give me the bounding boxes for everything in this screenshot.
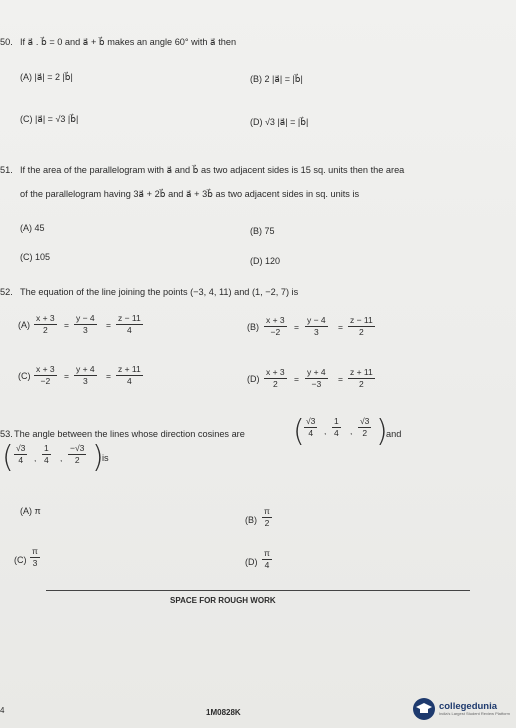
q53-v1-close-paren: )	[376, 414, 388, 449]
q53-option-c-label: (C)	[14, 555, 27, 565]
q51-line2: of the parallelogram having 3a⃗ + 2b⃗ and a⃗ + 3b⃗ as two adjacent sides in sq. units is	[20, 189, 360, 199]
q52-number: 52.	[0, 287, 13, 297]
rough-work-divider	[46, 590, 470, 591]
q52-b-frac-z: $\frac{z - 11}{2}$	[350, 315, 373, 337]
graduation-cap-icon	[413, 698, 435, 720]
q53-number: 53.	[0, 429, 13, 439]
q51-option-b: (B) 75	[250, 226, 275, 236]
q52-a-frac-z: $\frac{z - 11}{4}$	[118, 313, 141, 335]
q53-and: and	[386, 429, 402, 439]
q52-b-frac-y: $\frac{y - 4}{3}$	[307, 315, 326, 337]
q52-b-eq1: =	[294, 322, 299, 332]
q53-v1-comma2: ,	[350, 426, 353, 436]
q52-c-frac-x: $\frac{x + 3}{-2}$	[36, 364, 55, 386]
q53-option-b-frac: $\frac{\pi}{2}$	[264, 506, 270, 528]
q52-a-eq2: =	[106, 320, 111, 330]
q53-v2-comma1: ,	[34, 453, 37, 463]
collegedunia-watermark	[413, 698, 510, 720]
q53-v2-close-paren: )	[92, 440, 104, 475]
q52-option-d-label: (D)	[247, 374, 260, 384]
q53-v2-frac2: $\frac{1}{4}$	[44, 443, 49, 465]
q53-v1-frac1: $\frac{√3}{4}$	[306, 416, 316, 438]
q51-option-d: (D) 120	[250, 256, 281, 266]
q53-v2-frac3: $\frac{-√3}{2}$	[70, 443, 85, 465]
q52-option-b-label: (B)	[247, 322, 259, 332]
logo-tagline: India's Largest Student Review Platform	[438, 711, 510, 717]
q52-d-frac-z: $\frac{z + 11}{2}$	[350, 367, 373, 389]
q51-line1: If the area of the parallelogram with a⃗ and b⃗ as two adjacent sides is 15 sq. units then the area	[20, 165, 405, 175]
rough-work-label: SPACE FOR ROUGH WORK	[170, 596, 276, 605]
q53-v2-comma2: ,	[60, 453, 63, 463]
page-mark: 4	[0, 706, 5, 715]
q52-c-frac-z: $\frac{z + 11}{4}$	[118, 364, 141, 386]
logo-name: collegedunia	[438, 700, 498, 712]
q50-text: If a⃗ . b⃗ = 0 and a⃗ + b⃗ makes an angle 60° with a⃗ then	[20, 37, 237, 47]
q52-text: The equation of the line joining the points (−3, 4, 11) and (1, −2, 7) is	[20, 287, 299, 297]
q53-v1-open-paren: (	[293, 414, 305, 449]
booklet-code: 1M0828K	[206, 708, 241, 717]
q52-option-a-label: (A)	[18, 320, 30, 330]
q53-v1-frac3: $\frac{√3}{2}$	[360, 416, 370, 438]
q53-option-a: (A) π	[20, 506, 41, 516]
q50-option-d: (D) √3 |a⃗| = |b⃗|	[250, 117, 309, 127]
q52-d-frac-x: $\frac{x + 3}{2}$	[266, 367, 285, 389]
q52-d-eq1: =	[294, 374, 299, 384]
q50-option-c: (C) |a⃗| = √3 |b⃗|	[20, 114, 79, 124]
q51-option-c: (C) 105	[20, 252, 51, 262]
q52-d-frac-y: $\frac{y + 4}{-3}$	[307, 367, 326, 389]
q52-d-eq2: =	[338, 374, 343, 384]
q51-number: 51.	[0, 165, 13, 175]
q52-a-frac-y: $\frac{y - 4}{3}$	[76, 313, 95, 335]
q53-text: The angle between the lines whose direction cosines are	[14, 429, 245, 439]
q53-v1-comma1: ,	[324, 426, 327, 436]
q53-option-c-frac: $\frac{\pi}{3}$	[32, 546, 38, 568]
q52-b-eq2: =	[338, 322, 343, 332]
q52-c-eq1: =	[64, 371, 69, 381]
q50-number: 50.	[0, 37, 13, 47]
q53-v2-frac1: $\frac{√3}{4}$	[16, 443, 26, 465]
q53-v1-frac2: $\frac{1}{4}$	[334, 416, 339, 438]
q50-option-b: (B) 2 |a⃗| = |b⃗|	[250, 74, 303, 84]
q52-c-eq2: =	[106, 371, 111, 381]
q53-v2-open-paren: (	[2, 440, 14, 475]
q51-option-a: (A) 45	[20, 223, 45, 233]
q53-option-b-label: (B)	[245, 515, 257, 525]
q52-b-frac-x: $\frac{x + 3}{-2}$	[266, 315, 285, 337]
q52-a-frac-x: $\frac{x + 3}{2}$	[36, 313, 55, 335]
q53-option-d-label: (D)	[245, 557, 258, 567]
q50-option-a: (A) |a⃗| = 2 |b⃗|	[20, 72, 73, 82]
q52-option-c-label: (C)	[18, 371, 31, 381]
q53-option-d-frac: $\frac{\pi}{4}$	[264, 548, 270, 570]
q53-is: is	[102, 453, 109, 463]
q52-c-frac-y: $\frac{y + 4}{3}$	[76, 364, 95, 386]
q52-a-eq1: =	[64, 320, 69, 330]
